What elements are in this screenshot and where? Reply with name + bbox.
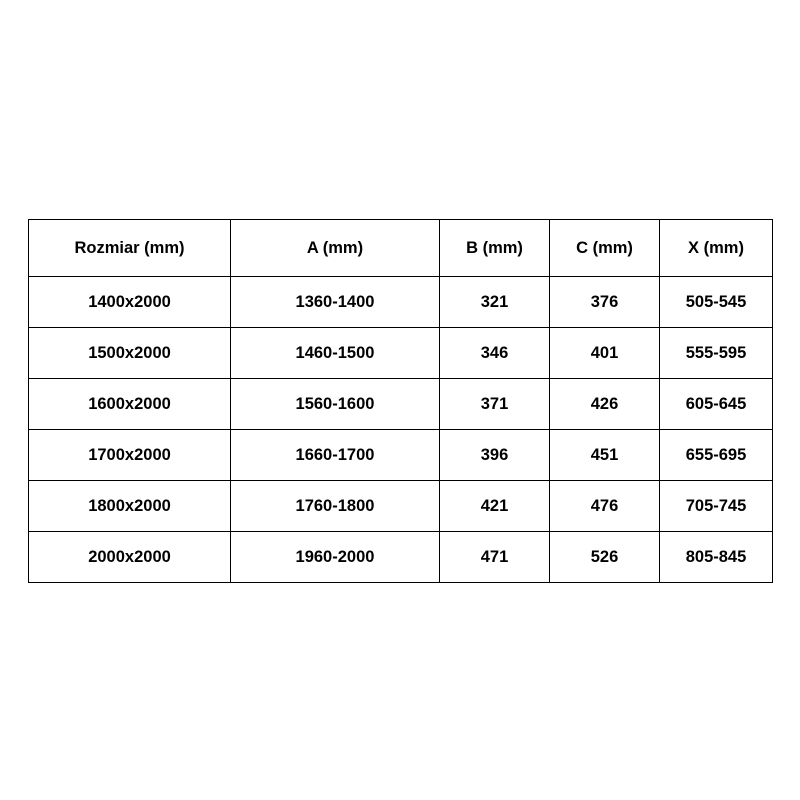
column-header-a: A (mm) [231,220,440,277]
column-header-x: X (mm) [660,220,773,277]
column-header-rozmiar: Rozmiar (mm) [29,220,231,277]
table-row [29,277,773,328]
cell-size: 2000x2000 [29,532,231,583]
cell-a: 1660-1700 [231,430,440,481]
size-table-container [28,219,772,583]
cell-x: 555-595 [660,328,773,379]
table-row [29,430,773,481]
cell-size: 1500x2000 [29,328,231,379]
cell-a: 1760-1800 [231,481,440,532]
cell-size: 1400x2000 [29,277,231,328]
cell-b: 371 [440,379,550,430]
cell-a: 1560-1600 [231,379,440,430]
cell-b: 346 [440,328,550,379]
table-row [29,379,773,430]
table-header-row [29,220,773,277]
cell-b: 396 [440,430,550,481]
cell-x: 805-845 [660,532,773,583]
column-header-c: C (mm) [550,220,660,277]
cell-c: 451 [550,430,660,481]
table-row [29,481,773,532]
table-row [29,532,773,583]
cell-a: 1360-1400 [231,277,440,328]
cell-x: 605-645 [660,379,773,430]
column-header-b: B (mm) [440,220,550,277]
cell-c: 526 [550,532,660,583]
cell-c: 426 [550,379,660,430]
cell-c: 376 [550,277,660,328]
cell-size: 1600x2000 [29,379,231,430]
size-table [28,219,773,583]
cell-size: 1700x2000 [29,430,231,481]
table-row [29,328,773,379]
cell-b: 321 [440,277,550,328]
cell-b: 471 [440,532,550,583]
cell-a: 1960-2000 [231,532,440,583]
cell-c: 401 [550,328,660,379]
cell-x: 705-745 [660,481,773,532]
cell-b: 421 [440,481,550,532]
cell-size: 1800x2000 [29,481,231,532]
cell-x: 655-695 [660,430,773,481]
cell-c: 476 [550,481,660,532]
cell-x: 505-545 [660,277,773,328]
cell-a: 1460-1500 [231,328,440,379]
